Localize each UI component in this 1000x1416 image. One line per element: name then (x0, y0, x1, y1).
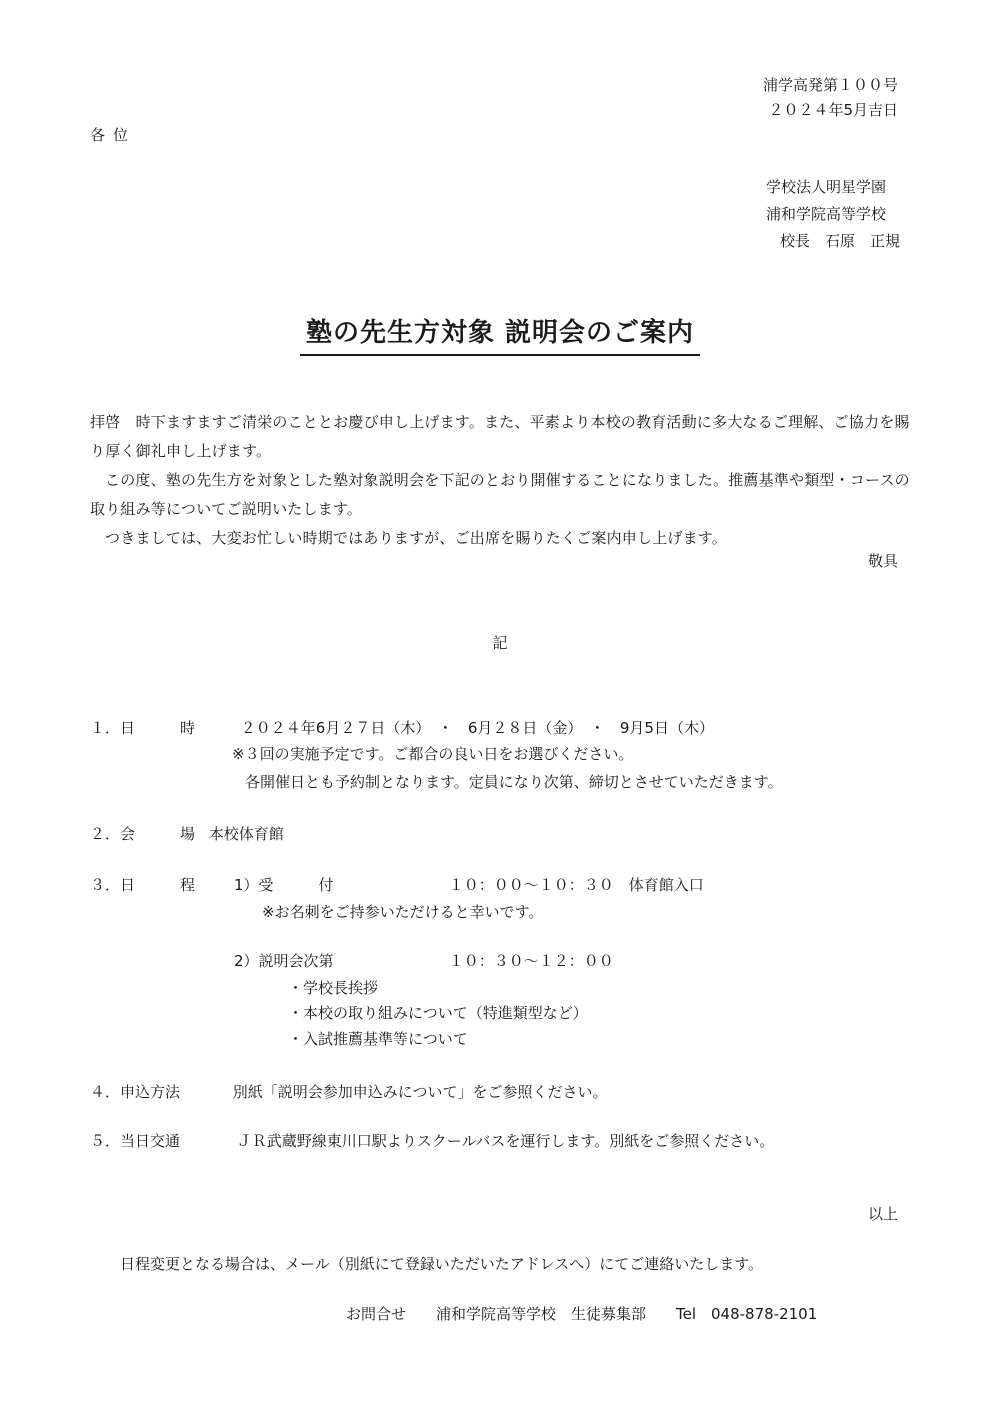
ki-heading: 記 (492, 634, 508, 652)
contact-info: お問合せ 浦和学院高等学校 生徒募集部 Tel 048-878-2101 (346, 1305, 818, 1323)
body-paragraph-greeting: 拝啓 時下ますますご清栄のこととお慶び申し上げます。また、平素より本校の教育活動に多大なるご理解、ご協力を賜り厚く御礼申し上げます。 (90, 413, 910, 460)
schedule-program (234, 950, 614, 971)
item-datetime-value: ２０２４年6月２７日（木） ・ 6月２８日（金） ・ 9月5日（木） (240, 719, 714, 737)
sender-principal: 校長 石原 正規 (780, 232, 901, 250)
item-application-label: ４．申込方法 (90, 1083, 181, 1101)
program-item: ・入試推薦基準等について (288, 1030, 468, 1048)
schedule-reception-note: ※お名刺をご持参いただけると幸いです。 (262, 903, 544, 921)
schedule-program-label: 2）説明会次第 (234, 952, 334, 970)
schedule-program-time: １０：３０～１２：００ (448, 952, 614, 970)
end-ijo: 以上 (867, 1205, 898, 1223)
sender-school: 浦和学院高等学校 (766, 205, 887, 223)
recipient: 各位 (90, 126, 137, 144)
closing-keigu: 敬具 (867, 552, 898, 570)
item-schedule-label: ３．日 程 (90, 876, 196, 894)
item-application (90, 1081, 607, 1102)
item-datetime-label: １．日 時 (90, 719, 196, 737)
item-venue-value: 本校体育館 (208, 825, 284, 843)
body-paragraph-purpose: この度、塾の先生方を対象とした塾対象説明会を下記のとおり開催することになりました。推薦基準や類型・コースの取り組み等についてご説明いたします。 (90, 471, 910, 518)
program-item: ・本校の取り組みについて（特進類型など） (288, 1004, 588, 1022)
document-date: ２０２４年5月吉日 (768, 101, 898, 119)
item-datetime-note2: 各開催日とも予約制となります。定員になり次第、締切とさせていただきます。 (245, 773, 783, 791)
item-transport (90, 1130, 774, 1151)
schedule-reception (234, 874, 704, 895)
document-number: 浦学高発第１００号 (762, 76, 898, 94)
schedule-reception-time: １０：００～１０：３０ 体育館入口 (448, 876, 704, 894)
body-paragraph-request: つきましては、大変お忙しい時期ではありますが、ご出席を賜りたくご案内申し上げます。 (105, 529, 728, 547)
item-venue-label: ２．会 場 (90, 825, 196, 843)
document-header (763, 73, 898, 123)
item-application-value: 別紙「説明会参加申込みについて」をご参照ください。 (232, 1083, 608, 1101)
document-title-text: 塾の先生方対象 説明会のご案内 (300, 318, 700, 356)
schedule-change-note: 日程変更となる場合は、メール（別紙にて登録いただいたアドレスへ）にてご連絡いたします。 (120, 1255, 764, 1273)
sender-corporation: 学校法人明星学園 (766, 178, 887, 196)
item-schedule (90, 874, 228, 895)
item-transport-value: ＪＲ武蔵野線東川口駅よりスクールバスを運行します。別紙をご参照ください。 (236, 1132, 775, 1150)
document-title (0, 312, 1000, 349)
sender-block (766, 174, 900, 255)
item-datetime (90, 717, 714, 738)
item-datetime-note1: ※３回の実施予定です。ご都合の良い日をお選びください。 (232, 745, 634, 763)
item-transport-label: ５．当日交通 (90, 1132, 181, 1150)
item-venue (90, 823, 284, 844)
program-item: ・学校長挨拶 (288, 979, 379, 997)
schedule-reception-label: 1）受 付 (234, 876, 334, 894)
